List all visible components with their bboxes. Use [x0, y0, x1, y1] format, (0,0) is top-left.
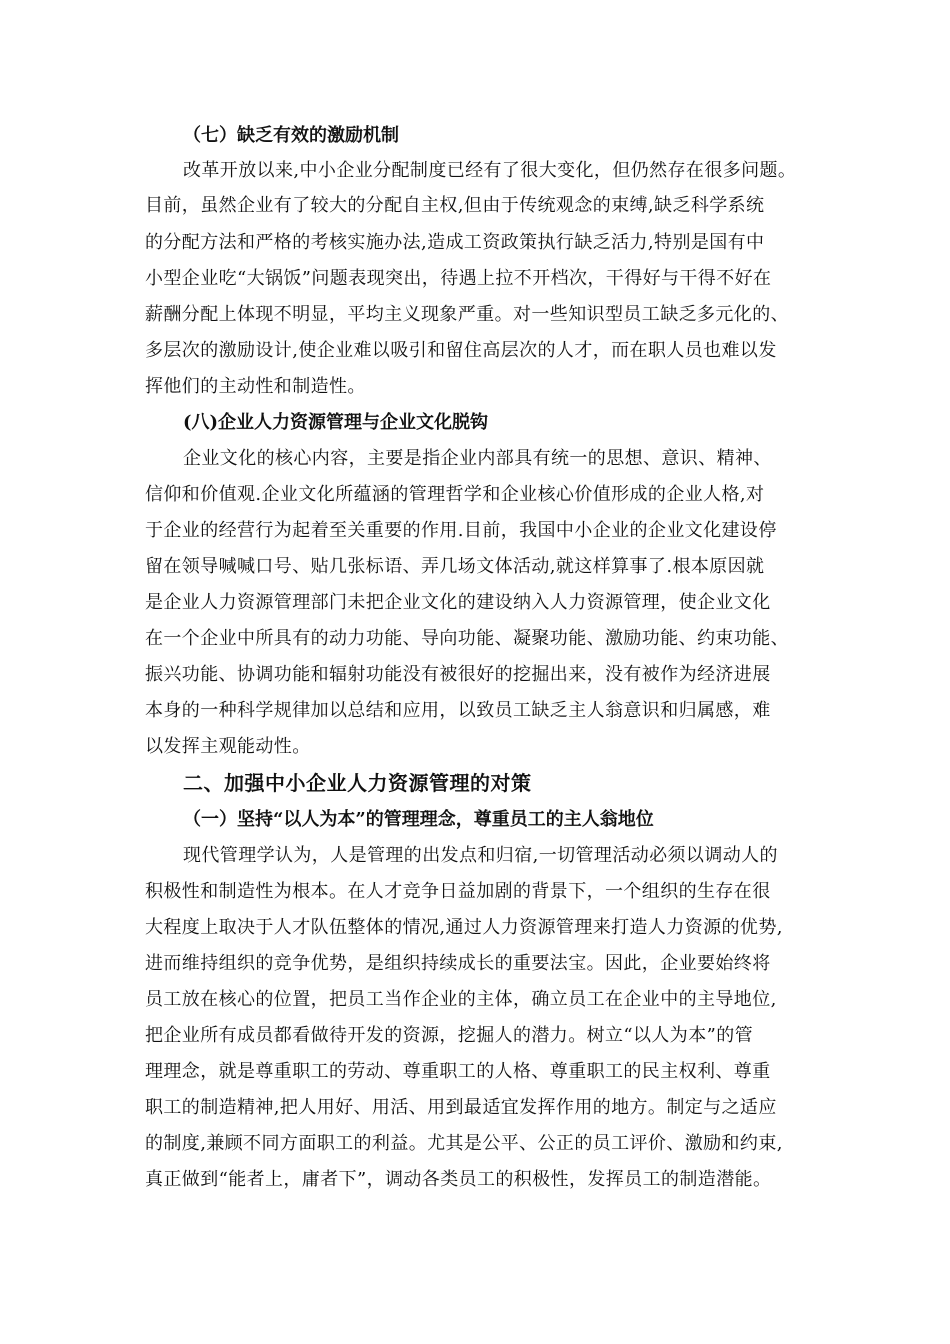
paragraph-line: 大程度上取决于人才队伍整体的情况,通过人力资源管理来打造人力资源的优势,	[145, 917, 783, 938]
paragraph-line: 挥他们的主动性和制造性。	[145, 376, 366, 397]
paragraph-line: 现代管理学认为，人是管理的出发点和归宿,一切管理活动必须以调动人的	[183, 845, 778, 866]
paragraph-line: 职工的制造精神,把人用好、用活、用到最适宜发挥作用的地方。制定与之适应	[145, 1097, 777, 1118]
part-2-heading: 二、加强中小企业人力资源管理的对策	[183, 771, 532, 795]
paragraph-line: 于企业的经营行为起着至关重要的作用.目前，我国中小企业的企业文化建设停	[145, 520, 777, 541]
paragraph-line: 留在领导喊喊口号、贴几张标语、弄几场文体活动,就这样算事了.根本原因就	[145, 556, 765, 577]
paragraph-line: 的分配方法和严格的考核实施办法,造成工资政策执行缺乏活力,特别是国有中	[145, 232, 765, 253]
paragraph-line: 信仰和价值观.企业文化所蕴涵的管理哲学和企业核心价值形成的企业人格,对	[145, 484, 765, 505]
section-1-heading: （一）坚持“以人为本”的管理理念，尊重员工的主人翁地位	[183, 809, 654, 830]
paragraph-line: 小型企业吃“大锅饭”问题表现突出，待遇上拉不开档次，干得好与干得不好在	[145, 268, 772, 289]
section-7-heading: （七）缺乏有效的激励机制	[183, 125, 399, 146]
paragraph-line: 振兴功能、协调功能和辐射功能没有被很好的挖掘出来，没有被作为经济进展	[145, 664, 771, 685]
paragraph-line: 在一个企业中所具有的动力功能、导向功能、凝聚功能、激励功能、约束功能、	[145, 628, 789, 649]
paragraph-line: 目前，虽然企业有了较大的分配自主权,但由于传统观念的束缚,缺乏科学系统	[145, 195, 765, 216]
section-8-heading: (八)企业人力资源管理与企业文化脱钩	[183, 412, 489, 433]
paragraph-line: 理理念，就是尊重职工的劳动、尊重职工的人格、尊重职工的民主权利、尊重	[145, 1061, 771, 1082]
paragraph-line: 薪酬分配上体现不明显，平均主义现象严重。对一些知识型员工缺乏多元化的、	[145, 304, 789, 325]
paragraph-line: 改革开放以来,中小企业分配制度已经有了很大变化，但仍然存在很多问题。	[183, 160, 797, 181]
paragraph-line: 是企业人力资源管理部门未把企业文化的建设纳入人力资源管理，使企业文化	[145, 592, 771, 613]
paragraph-line: 积极性和制造性为根本。在人才竞争日益加剧的背景下，一个组织的生存在很	[145, 881, 771, 902]
paragraph-line: 企业文化的核心内容，主要是指企业内部具有统一的思想、意识、精神、	[183, 448, 772, 469]
paragraph-line: 员工放在核心的位置，把员工当作企业的主体，确立员工在企业中的主导地位,	[145, 989, 777, 1010]
paragraph-line: 本身的一种科学规律加以总结和应用，以致员工缺乏主人翁意识和归属感，难	[145, 700, 771, 721]
paragraph-line: 真正做到“能者上，庸者下”，调动各类员工的积极性，发挥员工的制造潜能。	[145, 1169, 772, 1190]
paragraph-line: 把企业所有成员都看做待开发的资源，挖掘人的潜力。树立“以人为本”的管	[145, 1025, 754, 1046]
paragraph-line: 的制度,兼顾不同方面职工的利益。尤其是公平、公正的员工评价、激励和约束,	[145, 1133, 783, 1154]
paragraph-line: 以发挥主观能动性。	[145, 736, 311, 757]
paragraph-line: 多层次的激励设计,使企业难以吸引和留住高层次的人才，而在职人员也难以发	[145, 340, 777, 361]
paragraph-line: 进而维持组织的竞争优势，是组织持续成长的重要法宝。因此，企业要始终将	[145, 953, 771, 974]
